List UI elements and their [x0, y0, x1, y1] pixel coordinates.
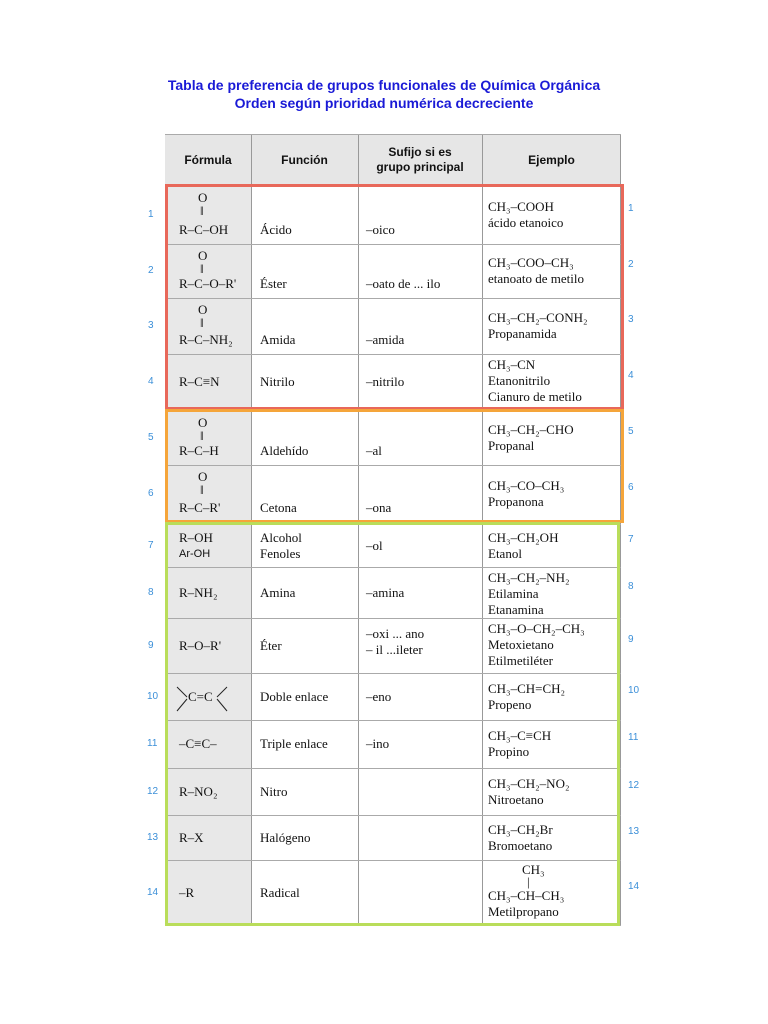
sufijo-text: –oato de ... ilo — [366, 276, 441, 291]
example-formula: CH₃–CH₂OH — [488, 530, 559, 545]
example-name: Propanona — [488, 494, 544, 509]
example-formula: CH₃–O–CH₂–CH₃ — [488, 621, 585, 636]
funcion-text: Amina — [260, 585, 296, 600]
sufijo-text: –ona — [366, 500, 392, 515]
example-formula: CH₃–CH–CH₃ — [488, 888, 565, 903]
row-number-left: 1 — [148, 209, 154, 220]
funcion-text: Nitrilo — [260, 374, 295, 389]
example-name: Etanonitrilo — [488, 373, 551, 388]
row-number-left: 4 — [148, 376, 154, 387]
row-number-left: 6 — [148, 488, 154, 499]
example-formula: CH₃–C≡CH — [488, 728, 552, 743]
funcion-text: Alcohol — [260, 530, 302, 545]
row-divider — [165, 134, 621, 135]
row-number-left: 9 — [148, 640, 154, 651]
example-formula: CH₃–CH₂–CONH₂ — [488, 310, 588, 325]
row-number-left: 2 — [148, 265, 154, 276]
funcion-text: Doble enlace — [260, 689, 329, 704]
row-number-left: 12 — [147, 786, 159, 797]
row-number-right: 7 — [628, 534, 634, 545]
header-sufijo — [358, 134, 482, 186]
example-name: Metoxietano — [488, 637, 554, 652]
funcion-text: Ácido — [260, 222, 292, 237]
example-name: Propino — [488, 744, 530, 759]
example-name-alt: Cianuro de metilo — [488, 389, 582, 404]
formula-double-bond: ‖ — [200, 482, 204, 497]
row-number-right: 3 — [628, 314, 634, 325]
formula-double-bond: ‖ — [200, 261, 204, 276]
header-ejemplo: Ejemplo — [528, 152, 575, 167]
formula-text: R–C≡N — [179, 374, 220, 389]
example-name: Etilamina — [488, 586, 539, 601]
formula-double-bond: ‖ — [200, 428, 204, 443]
example-name: Propeno — [488, 697, 532, 712]
example-name: Propanal — [488, 438, 535, 453]
formula-oxygen: O — [198, 469, 208, 484]
funcion-text-secondary: Fenoles — [260, 546, 301, 561]
header-formula: Fórmula — [184, 152, 232, 167]
example-name: Bromoetano — [488, 838, 553, 853]
row-number-left: 5 — [148, 432, 154, 443]
formula-text: R–NO₂ — [179, 784, 218, 799]
formula-text-secondary: Ar-OH — [179, 548, 211, 560]
row-number-left: 8 — [148, 587, 154, 598]
row-number-right: 2 — [628, 259, 634, 270]
funcion-text: Aldehído — [260, 443, 309, 458]
formula-text: –R — [179, 885, 195, 900]
formula-text: –C≡C– — [179, 736, 217, 751]
sufijo-text: –amina — [366, 585, 405, 600]
group-box-red — [165, 184, 624, 410]
row-number-right: 10 — [628, 685, 640, 696]
funcion-text: Éster — [260, 276, 287, 291]
row-number-right: 8 — [628, 581, 634, 592]
formula-text: R–C–H — [179, 443, 219, 458]
example-name: Metilpropano — [488, 904, 559, 919]
funcion-text: Nitro — [260, 784, 288, 799]
formula-text: R–C–O–R' — [179, 276, 237, 291]
sufijo-text: –ino — [366, 736, 390, 751]
formula-text: R–C–NH₂ — [179, 332, 233, 347]
row-number-right: 13 — [628, 826, 640, 837]
formula-text: R–NH₂ — [179, 585, 218, 600]
header-sufijo-line1: Sufijo si es — [388, 145, 452, 159]
example-name: etanoato de metilo — [488, 271, 585, 286]
example-formula: CH₃–CN — [488, 357, 536, 372]
example-name: ácido etanoico — [488, 215, 564, 230]
formula-text: R–O–R' — [179, 638, 222, 653]
header-sufijo-line2: grupo principal — [376, 160, 464, 174]
row-number-right: 12 — [628, 780, 640, 791]
example-formula: CH₃–CH₂–CHO — [488, 422, 574, 437]
sufijo-text: –ol — [366, 538, 383, 553]
formula-text: C=C — [188, 689, 213, 704]
formula-oxygen: O — [198, 302, 208, 317]
formula-oxygen: O — [198, 190, 208, 205]
funcion-text: Éter — [260, 638, 282, 653]
page-title: Tabla de preferencia de grupos funcionales de Química Orgánica — [167, 77, 601, 93]
row-number-right: 4 — [628, 370, 634, 381]
sufijo-text: –nitrilo — [366, 374, 405, 389]
example-formula: CH₃–COO–CH₃ — [488, 255, 574, 270]
row-number-right: 6 — [628, 482, 634, 493]
header-funcion: Función — [281, 152, 328, 167]
example-formula: CH₃–CO–CH₃ — [488, 478, 565, 493]
formula-oxygen: O — [198, 248, 208, 263]
example-name: Nitroetano — [488, 792, 544, 807]
example-formula: CH₃–CH₂Br — [488, 822, 553, 837]
funcion-text: Amida — [260, 332, 296, 347]
sufijo-text: –oxi ... ano — [366, 626, 425, 641]
row-number-left: 10 — [147, 691, 159, 702]
funcion-text: Halógeno — [260, 830, 311, 845]
row-number-right: 14 — [628, 881, 640, 892]
row-number-left: 13 — [147, 832, 159, 843]
formula-double-bond: ‖ — [200, 203, 204, 218]
row-number-left: 7 — [148, 540, 154, 551]
sufijo-text: –eno — [366, 689, 392, 704]
example-formula: CH₃–CH₂–NH₂ — [488, 570, 570, 585]
group-box-green — [165, 522, 620, 926]
row-number-right: 11 — [628, 732, 639, 743]
funcion-text: Cetona — [260, 500, 297, 515]
group-box-orange — [165, 409, 624, 523]
formula-text: R–X — [179, 830, 204, 845]
row-number-right: 1 — [628, 203, 634, 214]
example-formula: CH₃–CH₂–NO₂ — [488, 776, 570, 791]
sufijo-text: –al — [366, 443, 382, 458]
sufijo-text-secondary: – il ...ileter — [366, 642, 423, 657]
row-number-left: 14 — [147, 887, 159, 898]
example-name: Etanol — [488, 546, 522, 561]
row-number-left: 3 — [148, 320, 154, 331]
funcion-text: Radical — [260, 885, 300, 900]
example-formula: CH₃–COOH — [488, 199, 554, 214]
example-formula: CH₃–CH=CH₂ — [488, 681, 566, 696]
example-branch-bond: | — [527, 874, 530, 889]
row-number-left: 11 — [147, 738, 158, 749]
row-number-right: 5 — [628, 426, 634, 437]
example-name-alt: Etanamina — [488, 602, 544, 617]
funcion-text: Triple enlace — [260, 736, 328, 751]
row-number-right: 9 — [628, 634, 634, 645]
example-branch: CH₃ — [522, 862, 545, 877]
example-name-alt: Etilmetiléter — [488, 653, 553, 668]
formula-text: R–C–OH — [179, 222, 229, 237]
formula-text: R–OH — [179, 530, 213, 545]
formula-text: R–C–R' — [179, 500, 221, 515]
formula-oxygen: O — [198, 415, 208, 430]
sufijo-text: –oico — [366, 222, 395, 237]
example-name: Propanamida — [488, 326, 557, 341]
formula-double-bond: ‖ — [200, 315, 204, 330]
page-subtitle: Orden según prioridad numérica decreciente — [234, 95, 534, 111]
sufijo-text: –amida — [366, 332, 405, 347]
